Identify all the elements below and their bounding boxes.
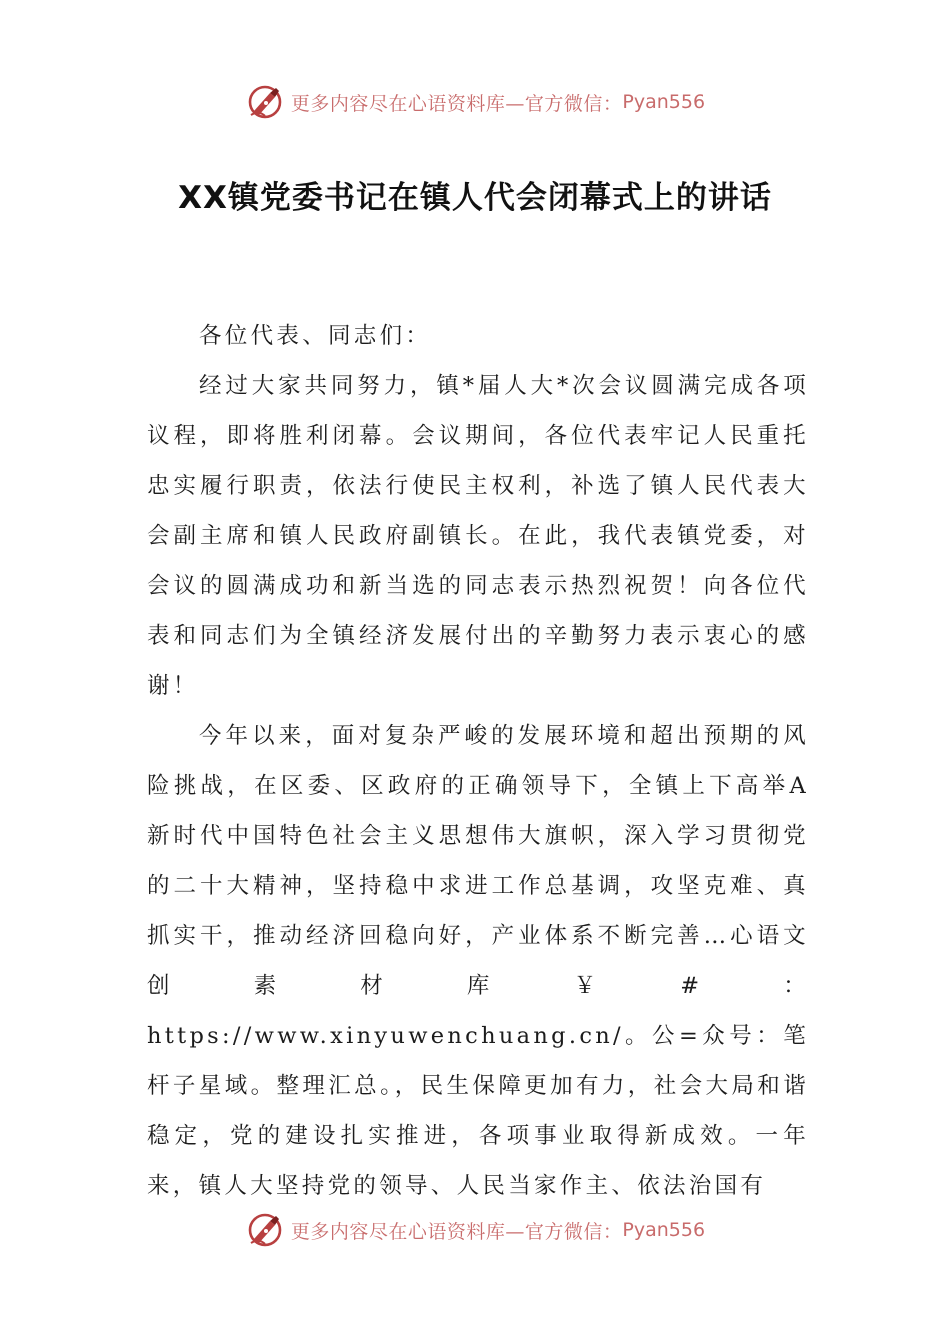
paragraph-1: 经过大家共同努力，镇*届人大*次会议圆满完成各项议程，即将胜利闭幕。会议期间，各位代表牢记人民重托忠实履行职责，依法行使民主权利，补选了镇人民代表大会副主席和镇人民政府副镇长。在此，我代表镇党委，对会议的圆满成功和新当选的同志表示热烈祝贺！向各位代表和同志们为全镇经济发展付出的辛勤努力表示衷心的感谢！ — [147, 373, 809, 699]
pen-nib-logo-icon — [245, 82, 285, 122]
document-body — [147, 311, 809, 1211]
footer-watermark — [0, 1206, 950, 1254]
watermark-wechat-id: Pyan556 — [622, 1219, 706, 1241]
watermark-text: 更多内容尽在心语资料库—官方微信： — [290, 92, 623, 115]
salutation: 各位代表、同志们： — [199, 323, 432, 349]
paragraph-2: 今年以来，面对复杂严峻的发展环境和超出预期的风险挑战，在区委、区政府的正确领导下，全镇上下高举A新时代中国特色社会主义思想伟大旗帜，深入学习贯彻党的二十大精神，坚持稳中求进工作总基调，攻坚克难、真抓实干，推动经济回稳向好，产业体系不断完善…心语文创素材库￥#：https://www.xinyuwenchuang.cn/。公=众号：笔杆子星域。整理汇总。，民生保障更加有力，社会大局和谐稳定，党的建设扎实推进，各项事业取得新成效。一年来，镇人大坚持党的领导、人民当家作主、依法治国有 — [147, 723, 809, 1199]
watermark-text: 更多内容尽在心语资料库—官方微信： — [290, 1220, 623, 1243]
document-title: XX镇党委书记在镇人代会闭幕式上的讲话 — [178, 180, 772, 216]
pen-nib-logo-icon — [245, 1210, 285, 1250]
watermark-wechat-id: Pyan556 — [622, 91, 706, 113]
header-watermark — [0, 78, 950, 126]
